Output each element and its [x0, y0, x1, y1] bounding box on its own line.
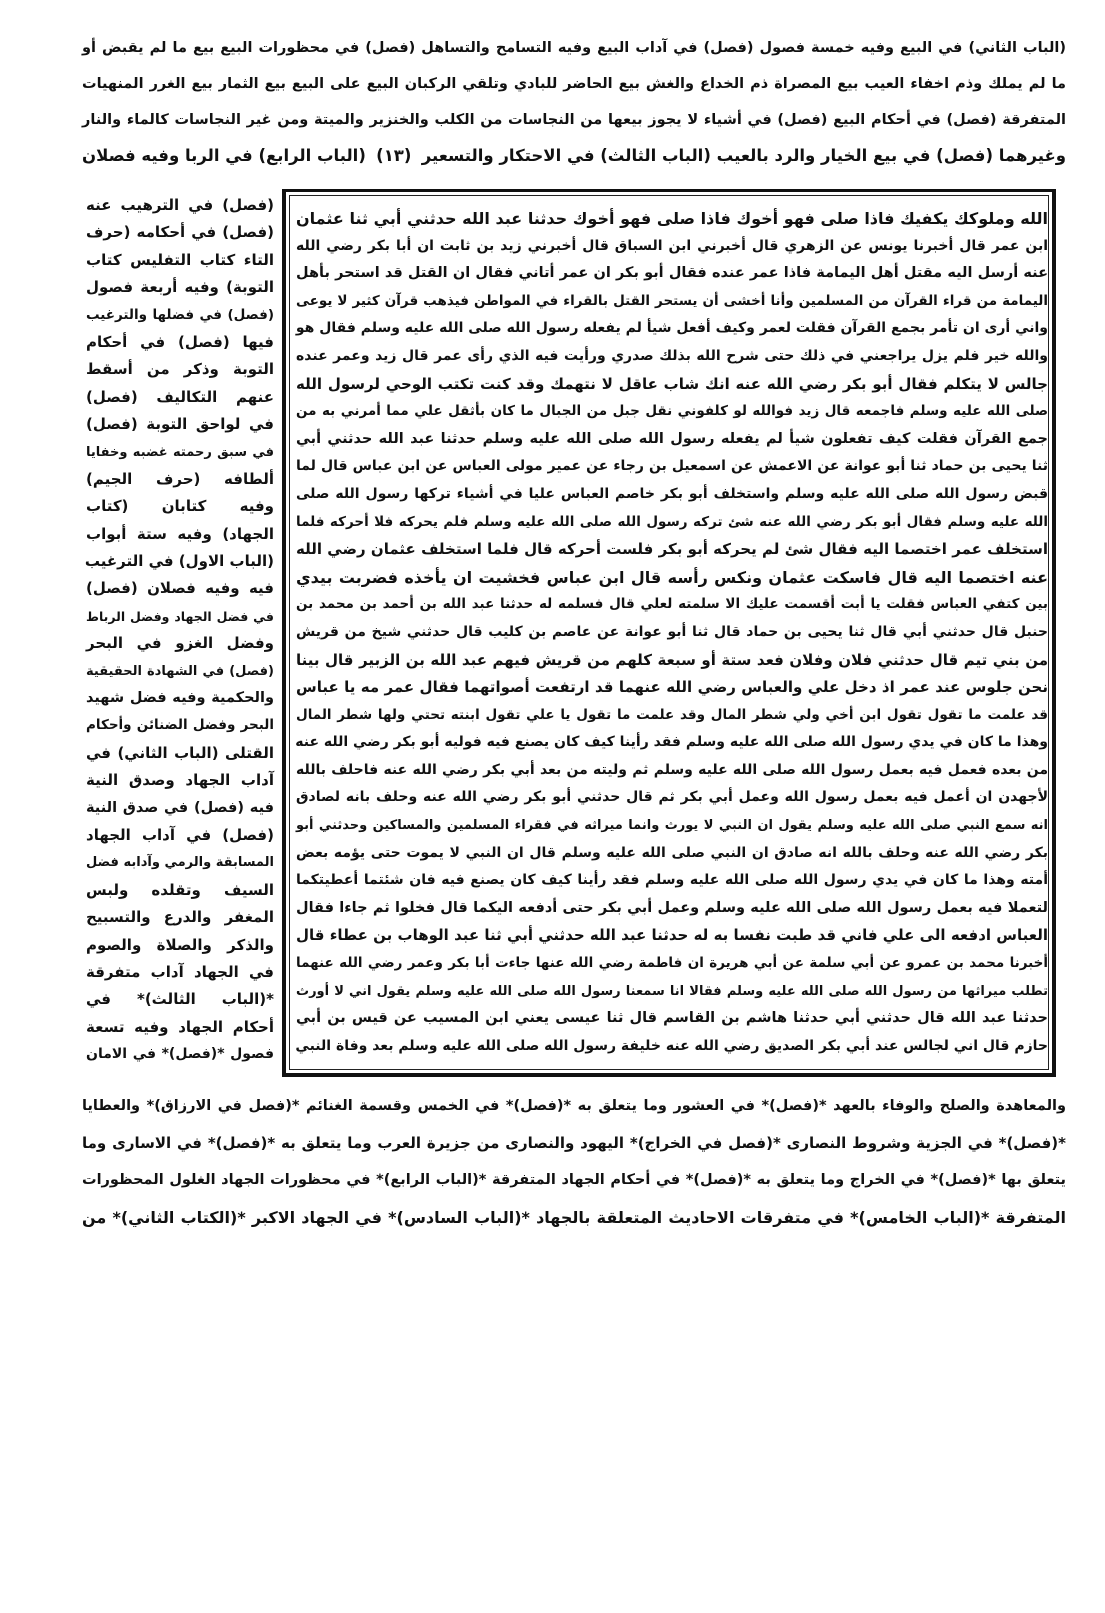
main-text-line: العباس ادفعه الى علي فاني قد طبت نفسا به له حدثنا عبد الله حدثني أبي ثنا عبد الوهاب بن عطاء قال: [296, 926, 1048, 945]
margin-line: التوبة وذكر من أسقط: [86, 360, 274, 379]
main-text-line: الله وملوكك يكفيك فاذا صلى فهو أخوك فاذا صلى فهو أخوك حدثنا عبد الله حدثني أبي ثنا عثمان: [296, 209, 1048, 228]
margin-line: فصول *(فصل)* في الامان: [86, 1046, 274, 1063]
main-text-line: تطلب ميراثها من رسول الله صلى الله عليه وسلم فقالا انا سمعنا رسول الله صلى الله عليه وسلم يقول اني لا أورث: [296, 983, 1048, 999]
main-text-line: أخبرنا محمد بن عمرو عن أبي سلمة عن أبي هريرة ان فاطمة رضي الله عنها جاءت أبا بكر وعمر رضي الله عنهما: [296, 955, 1048, 972]
margin-line: أحكام الجهاد وفيه تسعة: [86, 1017, 274, 1036]
header-line: المتفرقة (فصل) في أحكام البيع (فصل) في أشياء لا يجوز بيعها من النجاسات من الكلب والخنزير والميتة ومن غير النجاسات كالماء والنار: [82, 112, 1066, 128]
margin-line: (الباب الاول) في الترغيب: [84, 552, 274, 571]
margin-line: التوبة) وفيه أربعة فصول: [86, 278, 274, 297]
footer-line: يتعلق بها *(فصل)* في الخراج وما يتعلق به *(فصل)* في أحكام الجهاد المتفرقة *(الباب الرابع)* في محظورات الجهاد الغلول المحظورات: [82, 1172, 1066, 1188]
main-text-line: من بني تيم قال حدثني فلان وفلان فعد ستة أو سبعة كلهم من قريش فيهم عبد الله بن الزبير قال بينا: [296, 650, 1048, 669]
margin-line: القتلى (الباب الثاني) في: [86, 743, 274, 762]
main-text-line: اليمامة من قراء القرآن من المسلمين وأنا أخشى أن يستحر القتل بالقراء في المواطن فيذهب قرآن كثير لا يوعى: [296, 292, 1048, 309]
main-text-line: عنه اختصما اليه قال فاسكت عثمان ونكس رأسه قال ابن عباس فخشيت ان يأخذه فضربت بيدي: [296, 567, 1048, 587]
margin-line: السيف وتقلده ولبس: [86, 880, 274, 899]
margin-line: وفضل الغزو في البحر: [86, 634, 274, 653]
margin-line: المسابقة والرمي وآدابه فضل: [86, 855, 274, 871]
main-text: [296, 205, 1048, 1060]
margin-line: في فضل الجهاد وفضل الرباط: [86, 608, 274, 624]
footer-contents: [82, 1088, 1066, 1236]
main-text-line: لأجهدن ان أعمل فيه بعمل رسول الله وعمل أبي بكر ثم قال حدثني أبو بكر رضي الله عنه وحلف بانه لصادق: [296, 789, 1048, 806]
margin-line: (فصل) في فضلها والترغيب: [86, 306, 274, 323]
footer-line: *(فصل)* في الجزية وشروط النصارى *(فصل في الخراج)* اليهود والنصارى من جزيرة العرب وما يتعلق به *(فصل)* في الاسارى وما: [82, 1134, 1066, 1152]
footer-line: والمعاهدة والصلح والوفاء بالعهد *(فصل)* في العشور وما يتعلق به *(فصل)* في الخمس وقسمة الغنائم *(فصل في الارزاق)* والعطايا: [82, 1098, 1066, 1114]
main-text-line: الله عليه وسلم فقال أبو بكر رضي الله عنه شئ تركه رسول الله صلى الله عليه وسلم فلم يحركه فلا أحركه فلما: [296, 513, 1048, 530]
margin-line: البحر وفضل الضنائن وأحكام: [86, 717, 274, 734]
main-text-line: بكر رضي الله عنه وحلف بالله انه صادق ان النبي صلى الله عليه وسلم قال ان النبي لا يموت حتى يؤمه بعض: [296, 844, 1048, 861]
main-text-line: حدثنا عبد الله قال حدثني أبي حدثنا هاشم بن القاسم قال ثنا عيسى يعني ابن المسيب عن قيس بن أبي: [296, 1010, 1048, 1027]
header-line: (الباب الثاني) في البيع وفيه خمسة فصول (فصل) في آداب البيع وفيه التسامح والتساهل (فصل) في محظورات البيع بيع ما لم يقبض أو: [82, 40, 1066, 56]
main-text-line: حنبل قال حدثني أبي قال ثنا يحيى بن حماد قال ثنا أبو عوانة عن عاصم بن كليب قال حدثني شيخ من قريش: [296, 623, 1048, 640]
margin-line: في سبق رحمته غضبه وخفايا: [86, 444, 274, 460]
page-number: (١٣): [376, 146, 412, 165]
margin-line: (فصل) في آداب الجهاد: [86, 825, 274, 844]
main-text-line: من بعده فعمل فيه بعمل رسول الله صلى الله عليه وسلم ثم وليته من بعد أبي بكر رضي الله عنه فاحلف بالله: [296, 761, 1048, 778]
main-text-line: عنه أرسل اليه مقتل أهل اليمامة فاذا عمر عنده فقال أبو بكر ان عمر أتاني فقال ان القتل قد استحر بأهل: [296, 265, 1048, 282]
main-text-line: بين كتفي العباس فقلت يا أبت أقسمت عليك الا سلمته لعلي قال فسلمه له حدثنا عبد الله بن أحمد بن محمد بن: [296, 596, 1048, 613]
margin-line: في الجهاد آداب متفرقة: [86, 962, 274, 981]
main-text-line: نحن جلوس عند عمر اذ دخل علي والعباس رضي الله عنهما قد ارتفعت أصواتهما فقال عمر مه يا عباس: [296, 678, 1048, 697]
main-text-line: واني أرى ان تأمر بجمع القرآن فقلت لعمر وكيف أفعل شيأ لم يفعله رسول الله صلى الله عليه وسلم فقال هو: [295, 320, 1048, 337]
main-text-line: ابن عمر قال أخبرنا يونس عن الزهري قال أخبرني ابن السباق قال أخبرني زيد بن ثابت ان أبا بكر رضي الله: [296, 237, 1048, 254]
margin-line: (فصل) في الشهادة الحقيقية: [86, 663, 274, 679]
main-text-line: جمع القرآن فقلت كيف تفعلون شيأ لم يفعله رسول الله صلى الله عليه وسلم حدثنا عبد الله حدثني أبي: [296, 430, 1048, 447]
main-text-line: جالس لا يتكلم فقال أبو بكر رضي الله عنه انك شاب عاقل لا نتهمك وقد كنت تكتب الوحي لرسول الله: [296, 374, 1048, 393]
header-contents: [82, 30, 1066, 174]
main-text-line: قبض رسول الله صلى الله عليه وسلم واستخلف أبو بكر خاصم العباس عليا في أشياء تركها رسول الله صلى: [296, 485, 1048, 502]
main-text-line: والله خير فلم يزل يراجعني في ذلك حتى شرح الله بذلك صدري ورأيت فيه الذي رأى عمر قال زيد وعمر عنده: [296, 347, 1048, 364]
main-text-line: قد علمت ما تقول تقول ابن أخي ولي شطر المال وقد علمت ما تقول يا علي تقول ابنته تحتي ولها شطر المال: [296, 706, 1048, 723]
margin-line: فيه (فصل) في صدق النية: [86, 799, 274, 816]
header-line-end: (الباب الرابع) في الربا وفيه فصلان: [82, 146, 366, 165]
main-text-line: حازم قال اني لجالس عند أبي بكر الصديق رضي الله عنه خليفة رسول الله صلى الله عليه وسلم بعد وفاة النبي: [295, 1037, 1048, 1054]
margin-line: *(الباب الثالث)* في: [86, 990, 274, 1009]
margin-line: (فصل) في الترهيب عنه: [86, 196, 274, 214]
header-line: ما لم يملك وذم اخفاء العيب بيع المصراة ذم الخداع والغش بيع الحاضر للبادي وتلقي الركبان البيع على البيع بيع الثمار بيع الغرر المنهيات: [82, 76, 1066, 92]
margin-line: والحكمية وفيه فضل شهيد: [86, 690, 274, 707]
margin-line: وفيه كتابان (كتاب: [86, 497, 274, 516]
margin-line: المغفر والدرع والتسبيح: [86, 908, 274, 927]
main-text-line: استخلف عمر اختصما اليه فقال شئ لم يحركه أبو بكر فلست أحركه قال فلما استخلف عثمان رضي الله: [296, 540, 1048, 559]
header-line-start: وغيرهما (فصل) في بيع الخيار والرد بالعيب (الباب الثالث) في الاحتكار والتسعير: [421, 146, 1066, 165]
margin-line: آداب الجهاد وصدق النية: [86, 771, 274, 790]
main-text-line: انه سمع النبي صلى الله عليه وسلم يقول ان النبي لا يورث وانما ميراثه في فقراء المسلمين والمساكين وحدثني أبو: [296, 818, 1048, 834]
margin-line: (فصل) في أحكامه (حرف: [86, 223, 274, 242]
margin-line: التاء كتاب التفليس كتاب: [86, 250, 274, 269]
main-text-line: لتعملا فيه بعمل رسول الله صلى الله عليه وسلم وعمل أبي بكر حتى أدفعه اليكما قال فخلوا ثم جاءا فقال: [296, 899, 1048, 916]
margin-line: فيه وفيه فصلان (فصل): [86, 579, 274, 598]
margin-line: عنهم التكاليف (فصل): [86, 387, 274, 406]
margin-line: في لواحق التوبة (فصل): [86, 415, 274, 434]
main-text-line: صلى الله عليه وسلم فاجمعه قال زيد فوالله لو كلفوني نقل جبل من الجبال ما كان بأثقل علي مما أمرني به من: [296, 403, 1048, 420]
header-line: [82, 138, 1066, 174]
margin-contents: [86, 192, 274, 1069]
margin-line: ألطافه (حرف الجيم): [86, 469, 274, 488]
main-text-line: أمته وهذا ما كان في يدي رسول الله صلى الله عليه وسلم فقد رأينا كيف كان يصنع فيه فان شئتما أعطيتكما: [296, 872, 1048, 889]
margin-line: والذكر والصلاة والصوم: [86, 935, 274, 954]
main-text-line: وهذا ما كان في يدي رسول الله صلى الله عليه وسلم فقد رأينا كيف كان يصنع فيه فوليه أبو بكر رضي الله عنه: [295, 734, 1048, 751]
margin-line: فيها (فصل) في أحكام: [86, 332, 274, 351]
margin-line: الجهاد) وفيه ستة أبواب: [86, 524, 274, 543]
main-text-line: ثنا يحيى بن حماد ثنا أبو عوانة عن الاعمش عن اسمعيل بن رجاء عن عمير مولى العباس عن ابن عباس قال لما: [296, 458, 1048, 475]
footer-line: المتفرقة *(الباب الخامس)* في متفرقات الاحاديث المتعلقة بالجهاد *(الباب السادس)* في الجهاد الاكبر *(الكتاب الثاني)* من: [82, 1208, 1066, 1227]
